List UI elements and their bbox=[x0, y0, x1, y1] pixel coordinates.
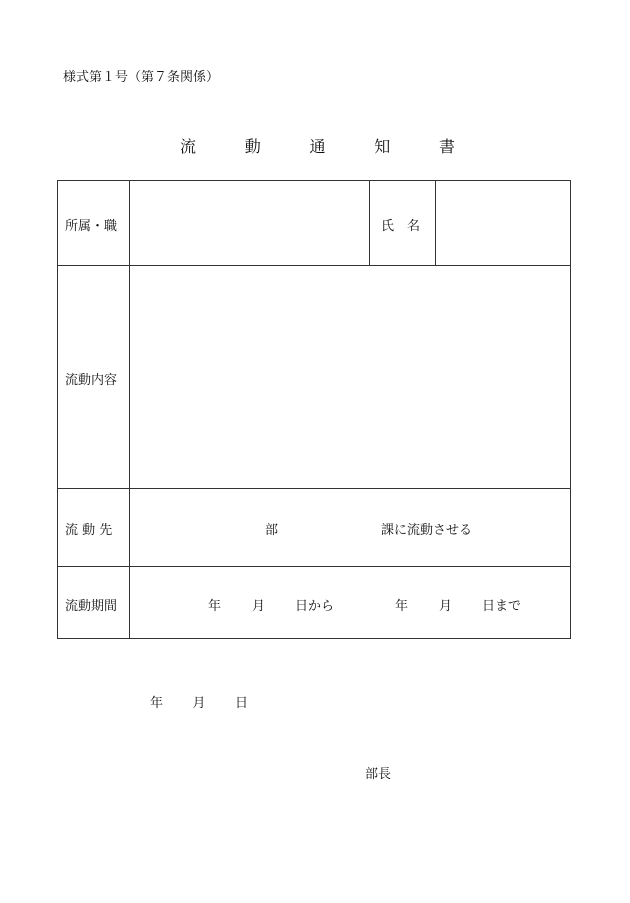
destination-label: 流 動 先 bbox=[65, 523, 113, 538]
row-divider bbox=[58, 265, 570, 266]
name-label-divider bbox=[369, 181, 370, 265]
signatory-title: 部長 bbox=[365, 767, 392, 782]
title-char: 流 bbox=[180, 137, 197, 156]
issue-month: 月 bbox=[192, 696, 206, 711]
notice-table bbox=[57, 180, 571, 639]
row-divider bbox=[58, 566, 570, 567]
period-from-month: 月 bbox=[252, 599, 266, 614]
period-label: 流動期間 bbox=[65, 599, 118, 614]
form-number: 様式第１号（第７条関係） bbox=[63, 70, 220, 85]
name-value-divider bbox=[435, 181, 436, 265]
destination-suffix: 課に流動させる bbox=[381, 523, 473, 538]
destination-dept: 部 bbox=[265, 523, 279, 538]
title-char: 通 bbox=[309, 137, 326, 156]
title-char: 動 bbox=[244, 137, 261, 156]
period-to-year: 年 bbox=[395, 599, 409, 614]
issue-date bbox=[150, 692, 248, 711]
period-from-year: 年 bbox=[208, 599, 222, 614]
label-column-divider bbox=[129, 181, 130, 639]
document-title bbox=[180, 134, 455, 157]
title-char: 書 bbox=[438, 137, 455, 156]
affiliation-label: 所属・職 bbox=[65, 219, 118, 234]
issue-day: 日 bbox=[234, 696, 248, 711]
period-to-month: 月 bbox=[439, 599, 453, 614]
period-from-day: 日から bbox=[295, 599, 335, 614]
name-label: 氏 名 bbox=[381, 219, 421, 234]
period-to-day: 日まで bbox=[482, 599, 522, 614]
content-label: 流動内容 bbox=[65, 373, 118, 388]
title-char: 知 bbox=[374, 137, 391, 156]
row-divider bbox=[58, 488, 570, 489]
issue-year: 年 bbox=[150, 696, 164, 711]
